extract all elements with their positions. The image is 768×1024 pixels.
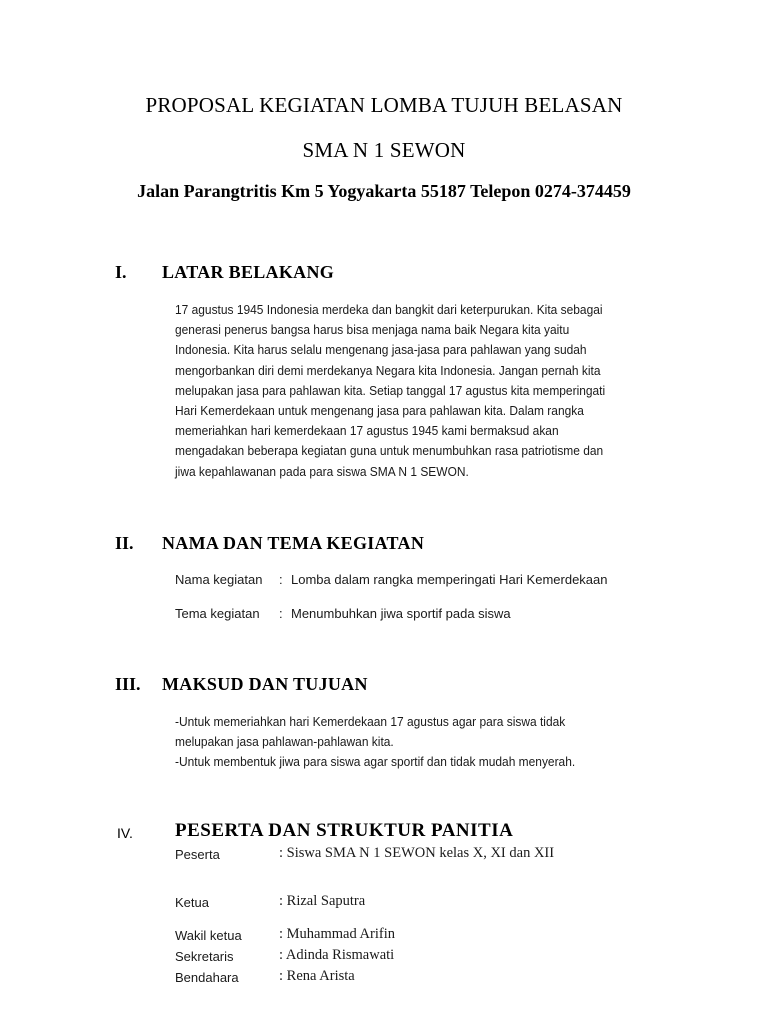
paragraph-line: -Untuk membentuk jiwa para siswa agar sportif dan tidak mudah menyerah. (175, 754, 576, 770)
section-3-paragraph (175, 712, 575, 773)
field-key-nama-kegiatan: Nama kegiatan (175, 572, 263, 587)
paragraph-line: 17 agustus 1945 Indonesia merdeka dan bangkit dari keterpurukan. Kita sebagai (175, 302, 603, 317)
section-4-number: IV. (117, 825, 133, 841)
school-address: Jalan Parangtritis Km 5 Yogyakarta 55187 Telepon 0274-374459 (137, 181, 631, 201)
section-2-title: NAMA DAN TEMA KEGIATAN (162, 533, 425, 553)
section-3-number: III. (115, 674, 141, 694)
section-3-title: MAKSUD DAN TUJUAN (162, 674, 368, 694)
field-value-ketua: : Rizal Saputra (279, 893, 366, 909)
paragraph-line: Hari Kemerdekaan untuk mengenang jasa para pahlawan kita. Dalam rangka (175, 403, 584, 419)
field-value-bendahara: : Rena Arista (279, 968, 355, 984)
field-key-wakil-ketua: Wakil ketua (175, 928, 242, 943)
paragraph-line: mengadakan beberapa kegiatan guna untuk menumbuhkan rasa patriotisme dan (175, 443, 604, 459)
field-key-sekretaris: Sekretaris (175, 949, 234, 964)
paragraph-line: melupakan jasa para pahlawan kita. Setiap tanggal 17 agustus kita memperingati (175, 382, 606, 398)
school-name: SMA N 1 SEWON (302, 138, 466, 162)
section-1-number: I. (115, 262, 127, 282)
document-title: PROPOSAL KEGIATAN LOMBA TUJUH BELASAN (145, 93, 623, 117)
field-key-tema-kegiatan: Tema kegiatan (175, 606, 260, 621)
section-1-paragraph (175, 300, 605, 482)
paragraph-line: Indonesia. Kita harus selalu mengenang jasa-jasa para pahlawan yang sudah (175, 342, 587, 358)
field-key-bendahara: Bendahara (175, 970, 239, 985)
paragraph-line: mengorbankan diri demi merdekanya Negara kita Indonesia. Jangan pernah kita (175, 362, 601, 378)
paragraph-line: -Untuk memeriahkan hari Kemerdekaan 17 agustus agar para siswa tidak (175, 714, 566, 729)
field-key-peserta: Peserta (175, 847, 220, 862)
field-value-peserta: : Siswa SMA N 1 SEWON kelas X, XI dan XII (279, 845, 555, 861)
paragraph-line: memeriahkan hari kemerdekaan 17 agustus 1945 kami bermaksud akan (175, 423, 559, 439)
field-value-wakil-ketua: : Muhammad Arifin (279, 926, 395, 942)
section-2-number: II. (115, 533, 134, 553)
field-separator: : (279, 606, 283, 621)
field-separator: : (279, 572, 283, 587)
section-4-title: PESERTA DAN STRUKTUR PANITIA (175, 820, 514, 841)
field-key-ketua: Ketua (175, 895, 209, 910)
field-value-nama-kegiatan: Lomba dalam rangka memperingati Hari Kemerdekaan (291, 572, 608, 587)
paragraph-line: melupakan jasa pahlawan-pahlawan kita. (175, 734, 394, 750)
field-value-sekretaris: : Adinda Rismawati (279, 947, 395, 963)
paragraph-line: generasi penerus bangsa harus bisa menjaga nama baik Negara kita yaitu (175, 322, 570, 338)
section-1-title: LATAR BELAKANG (162, 262, 335, 282)
paragraph-line: jiwa kepahlawanan pada para siswa SMA N 1 SEWON. (175, 463, 469, 479)
field-value-tema-kegiatan: Menumbuhkan jiwa sportif pada siswa (291, 606, 511, 621)
